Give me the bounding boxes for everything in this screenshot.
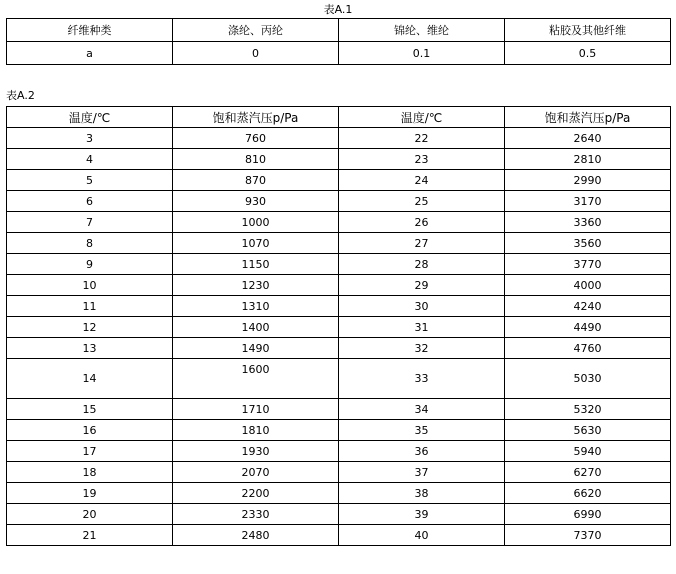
table1-header-row — [7, 19, 671, 42]
table-cell: 810 — [173, 149, 339, 170]
table-cell: 39 — [339, 504, 505, 525]
table-cell: 4490 — [505, 317, 671, 338]
table-cell: 30 — [339, 296, 505, 317]
table-cell: 8 — [7, 233, 173, 254]
table-row — [7, 338, 671, 359]
table-cell: 5940 — [505, 441, 671, 462]
table1-caption: 表A.1 — [323, 3, 353, 16]
table-row — [7, 170, 671, 191]
table-row — [7, 233, 671, 254]
table-cell: 6620 — [505, 483, 671, 504]
table-cell: 6270 — [505, 462, 671, 483]
table-cell: 38 — [339, 483, 505, 504]
table-row — [7, 525, 671, 546]
table-cell: 13 — [7, 338, 173, 359]
table-cell: 7370 — [505, 525, 671, 546]
header-fiber-type: 纤维种类 — [7, 19, 173, 42]
table-cell: 31 — [339, 317, 505, 338]
table-row — [7, 296, 671, 317]
table-cell: 2070 — [173, 462, 339, 483]
table-cell: 7 — [7, 212, 173, 233]
table-cell: 2200 — [173, 483, 339, 504]
table2-header-row — [7, 107, 671, 128]
table-cell: 1710 — [173, 399, 339, 420]
table-row — [7, 483, 671, 504]
table-cell: 2990 — [505, 170, 671, 191]
table-row — [7, 254, 671, 275]
table-cell: 1000 — [173, 212, 339, 233]
table-cell: 32 — [339, 338, 505, 359]
table-row — [7, 441, 671, 462]
table-cell: 4 — [7, 149, 173, 170]
table-cell: 17 — [7, 441, 173, 462]
header-viscose-other: 粘胶及其他纤维 — [505, 19, 671, 42]
table-row — [7, 359, 671, 399]
table-row — [7, 128, 671, 149]
table-cell: 28 — [339, 254, 505, 275]
table-cell: 21 — [7, 525, 173, 546]
header-vapor-pressure: 饱和蒸汽压p/Pa — [173, 107, 339, 128]
table-cell: 14 — [7, 359, 173, 399]
table-cell: 33 — [339, 359, 505, 399]
table-cell: 5030 — [505, 359, 671, 399]
table-cell: 0 — [173, 42, 339, 65]
table-row — [7, 191, 671, 212]
table-cell: 2480 — [173, 525, 339, 546]
table-cell: 1930 — [173, 441, 339, 462]
table-cell: 22 — [339, 128, 505, 149]
fiber-coefficient-table — [6, 18, 671, 65]
table-cell: 25 — [339, 191, 505, 212]
table-row — [7, 462, 671, 483]
table-cell: 3 — [7, 128, 173, 149]
table-cell: 1490 — [173, 338, 339, 359]
table-cell: 1230 — [173, 275, 339, 296]
table-cell: 16 — [7, 420, 173, 441]
table-cell: 3770 — [505, 254, 671, 275]
table-cell: 760 — [173, 128, 339, 149]
table-cell: 12 — [7, 317, 173, 338]
table-row — [7, 212, 671, 233]
table-cell: 37 — [339, 462, 505, 483]
header-temperature: 温度/℃ — [339, 107, 505, 128]
table-cell: 20 — [7, 504, 173, 525]
table-cell: 29 — [339, 275, 505, 296]
table-cell: 27 — [339, 233, 505, 254]
table-cell: 5320 — [505, 399, 671, 420]
table-cell: 1310 — [173, 296, 339, 317]
table-row — [7, 317, 671, 338]
table-cell: 4240 — [505, 296, 671, 317]
table-cell: 4760 — [505, 338, 671, 359]
table-cell: 35 — [339, 420, 505, 441]
vapor-pressure-table — [6, 106, 671, 546]
header-temperature: 温度/℃ — [7, 107, 173, 128]
table-row — [7, 399, 671, 420]
table-cell: 2810 — [505, 149, 671, 170]
table-cell: 36 — [339, 441, 505, 462]
table-cell: 19 — [7, 483, 173, 504]
table-cell: 3560 — [505, 233, 671, 254]
table-row — [7, 149, 671, 170]
table-cell: 24 — [339, 170, 505, 191]
table-cell: 5630 — [505, 420, 671, 441]
table-cell: 3360 — [505, 212, 671, 233]
table-cell: 15 — [7, 399, 173, 420]
table-cell: 6 — [7, 191, 173, 212]
table-cell: 2640 — [505, 128, 671, 149]
table-cell: 1810 — [173, 420, 339, 441]
table-cell: 1150 — [173, 254, 339, 275]
table-cell: 1070 — [173, 233, 339, 254]
table-row — [7, 275, 671, 296]
table-cell: 0.5 — [505, 42, 671, 65]
table-row — [7, 504, 671, 525]
header-vapor-pressure: 饱和蒸汽压p/Pa — [505, 107, 671, 128]
table-cell: 3170 — [505, 191, 671, 212]
table-cell: 34 — [339, 399, 505, 420]
table-cell: 4000 — [505, 275, 671, 296]
table-cell: 5 — [7, 170, 173, 191]
table-cell: 6990 — [505, 504, 671, 525]
table-cell: 18 — [7, 462, 173, 483]
table-cell: 10 — [7, 275, 173, 296]
table-cell: 870 — [173, 170, 339, 191]
table-cell: 1600 — [173, 359, 339, 399]
table-cell: 23 — [339, 149, 505, 170]
table2-caption: 表A.2 — [6, 89, 35, 102]
table-cell: a — [7, 42, 173, 65]
table-cell: 930 — [173, 191, 339, 212]
table-cell: 0.1 — [339, 42, 505, 65]
table1-data-row — [7, 42, 671, 65]
table-cell: 26 — [339, 212, 505, 233]
header-nylon-vinylon: 锦纶、维纶 — [339, 19, 505, 42]
table-row — [7, 420, 671, 441]
table-cell: 11 — [7, 296, 173, 317]
table-cell: 9 — [7, 254, 173, 275]
table-cell: 2330 — [173, 504, 339, 525]
table-cell: 1400 — [173, 317, 339, 338]
table-cell: 40 — [339, 525, 505, 546]
header-polyester-polypropylene: 涤纶、丙纶 — [173, 19, 339, 42]
